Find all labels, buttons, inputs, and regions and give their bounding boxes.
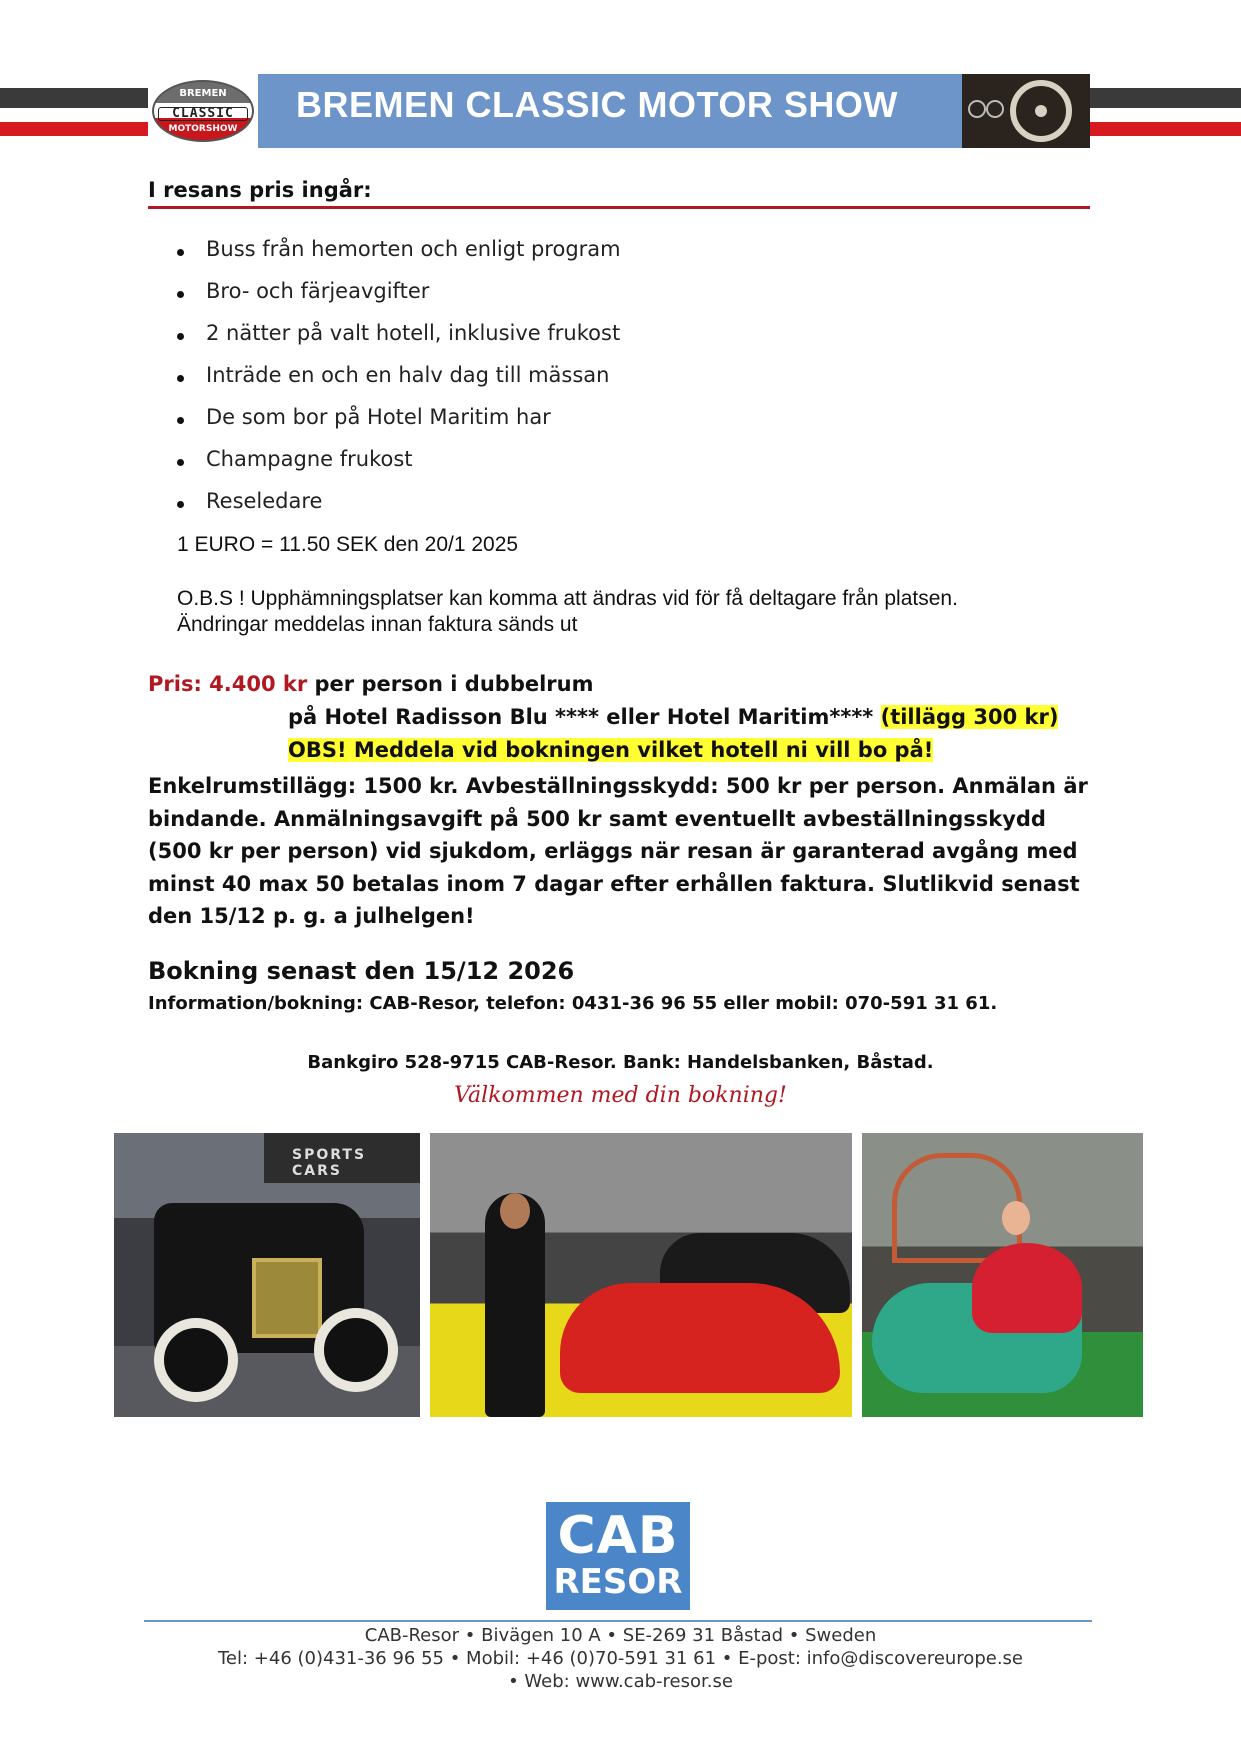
list-item-text: Bro- och färjeavgifter	[206, 279, 430, 303]
bullet-icon	[177, 501, 184, 508]
person-face	[1002, 1201, 1030, 1235]
price-line	[148, 672, 593, 696]
list-item	[206, 405, 621, 447]
logo-text-bremen: BREMEN	[179, 88, 227, 99]
hotel-choice-notice	[288, 738, 933, 762]
show-logo	[148, 74, 258, 148]
list-item	[206, 237, 621, 279]
steering-hub	[1035, 105, 1047, 117]
cab-resor-logo	[546, 1502, 690, 1610]
price-per: per person i dubbelrum	[307, 672, 594, 696]
list-item-text: Reseledare	[206, 489, 323, 513]
car-wheel-icon	[314, 1308, 398, 1392]
photo-vintage-ford	[114, 1133, 420, 1417]
gauge-icon	[986, 100, 1004, 118]
logo-text-resor: RESOR	[553, 1562, 683, 1602]
bullet-icon	[177, 291, 184, 298]
header-banner	[148, 74, 1090, 148]
hotel-choice-text: OBS! Meddela vid bokningen vilket hotell ni vill bo på!	[288, 738, 934, 762]
hotel-line	[288, 705, 1058, 729]
logo-text-motorshow: MOTORSHOW	[168, 124, 238, 134]
hotel-supplement: (tillägg 300 kr)	[880, 705, 1059, 729]
pickup-notice-line2: Ändringar meddelas innan faktura sänds ut	[177, 613, 578, 636]
car-body	[560, 1283, 840, 1393]
footer-divider	[144, 1620, 1092, 1622]
bullet-icon	[177, 375, 184, 382]
show-logo-emblem	[152, 80, 254, 142]
bullet-icon	[177, 333, 184, 340]
bullet-icon	[177, 249, 184, 256]
pickup-notice-line1: O.B.S ! Upphämningsplatser kan komma att ändras vid för få deltagare från platsen.	[177, 587, 958, 610]
photo-green-bubble-car	[862, 1133, 1143, 1417]
car-grille	[252, 1258, 322, 1338]
bank-details: Bankgiro 528-9715 CAB-Resor. Bank: Handelsbanken, Båstad.	[307, 1052, 934, 1073]
sports-cars-sign	[264, 1133, 420, 1183]
list-item-text: 2 nätter på valt hotell, inklusive frukost	[206, 321, 621, 345]
includes-list	[206, 237, 621, 531]
footer-contact: Tel: +46 (0)431-36 96 55 • Mobil: +46 (0)70-591 31 61 • E-post: info@discovereurope.se	[217, 1648, 1023, 1669]
booking-deadline: Bokning senast den 15/12 2026	[148, 957, 575, 985]
pickup-notice	[177, 586, 958, 638]
price-amount: Pris: 4.400 kr	[148, 672, 308, 696]
includes-heading: I resans pris ingår:	[148, 178, 372, 202]
list-item	[206, 447, 621, 489]
booking-terms: Enkelrumstillägg: 1500 kr. Avbeställningsskydd: 500 kr per person. Anmälan är bindande. Anmälningsavgift på 500 kr samt eventuellt avbeställningsskydd (500 kr per person) vid sjukdom, erläggs när resan är garanterad avgång med minst 40 max 50 betalas inom 7 dagar efter erhållen faktura. Slutlikvid senast den 15/12 p. g. a julhelgen!	[148, 774, 1088, 928]
footer-web: • Web: www.cab-resor.se	[508, 1671, 733, 1692]
booking-info: Information/bokning: CAB-Resor, telefon: 0431-36 96 55 eller mobil: 070-591 31 61.	[148, 993, 998, 1014]
dashboard-photo	[962, 74, 1090, 148]
list-item	[206, 321, 621, 363]
list-item	[206, 279, 621, 321]
banner-title: BREMEN CLASSIC MOTOR SHOW	[296, 84, 898, 125]
list-item-text: Inträde en och en halv dag till mässan	[206, 363, 610, 387]
list-item	[206, 489, 621, 531]
car-wheel-icon	[154, 1318, 238, 1402]
welcome-text: Välkommen med din bokning!	[454, 1083, 787, 1108]
includes-divider	[148, 206, 1090, 209]
logo-text-classic: CLASSIC	[158, 107, 248, 121]
person	[972, 1243, 1082, 1333]
sports-cars-sign-text: SPORTS CARS	[292, 1147, 367, 1179]
logo-text-cab: CAB	[557, 1506, 679, 1566]
person-face	[500, 1193, 530, 1229]
hotel-names: på Hotel Radisson Blu **** eller Hotel Maritim****	[288, 705, 881, 729]
bullet-icon	[177, 459, 184, 466]
gauge-icon	[968, 100, 986, 118]
photo-red-jaguar	[430, 1133, 852, 1417]
bullet-icon	[177, 417, 184, 424]
list-item-text: De som bor på Hotel Maritim har	[206, 405, 551, 429]
list-item-text: Champagne frukost	[206, 447, 413, 471]
list-item	[206, 363, 621, 405]
list-item-text: Buss från hemorten och enligt program	[206, 237, 621, 261]
exchange-rate: 1 EURO = 11.50 SEK den 20/1 2025	[177, 533, 519, 556]
footer-address: CAB-Resor • Bivägen 10 A • SE-269 31 Båstad • Sweden	[364, 1625, 877, 1646]
